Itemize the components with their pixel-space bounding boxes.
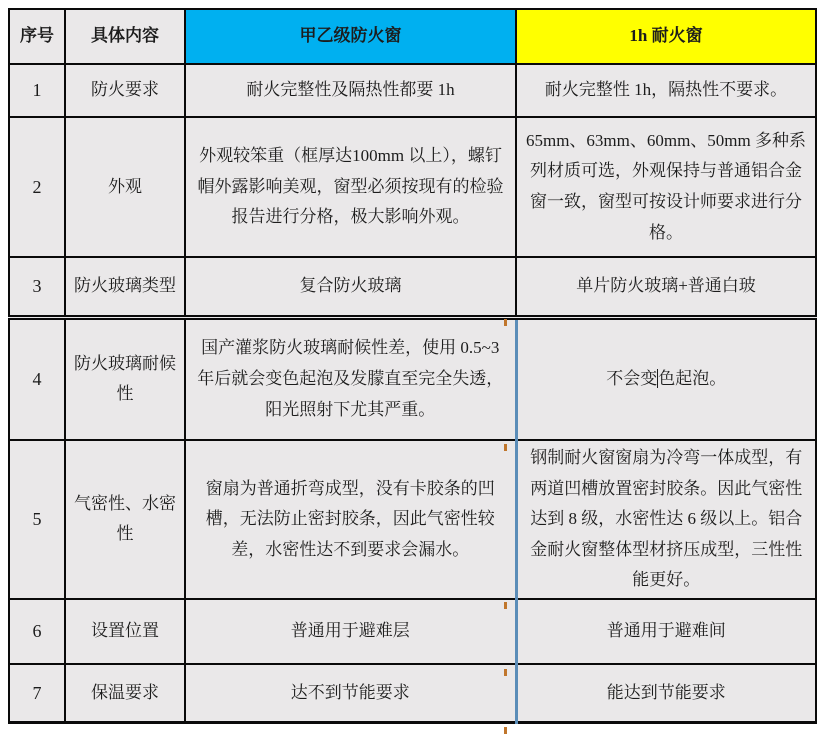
fire-1h-cell: 能达到节能要求 [516,664,816,723]
fire-1h-cell: 65mm、63mm、60mm、50mm 多种系列材质可选，外观保持与普通铝合金窗一致，窗型可按设计师要求进行分格。 [516,117,816,257]
item-cell: 气密性、水密性 [65,440,185,599]
border-intersection-dot [504,669,507,676]
class-ab-cell: 窗扇为普通折弯成型，没有卡胶条的凹槽，无法防止密封胶条，因此气密性较差，水密性达不到要求会漏水。 [185,440,516,599]
fire-1h-cell: 单片防火玻璃+普通白玻 [516,257,816,317]
table-row [9,599,816,664]
table-row [9,317,816,440]
class-ab-cell: 外观较笨重（框厚达100mm 以上），螺钉帽外露影响美观，窗型必须按现有的检验报告进行分格，极大影响外观。 [185,117,516,257]
class-ab-cell: 耐火完整性及隔热性都要 1h [185,64,516,117]
border-intersection-dot [504,602,507,609]
fire-1h-cell: 普通用于避难间 [516,599,816,664]
fire-window-comparison-table [8,8,817,724]
class-ab-cell: 达不到节能要求 [185,664,516,723]
item-cell: 外观 [65,117,185,257]
row-number-cell: 3 [9,257,65,317]
fire-1h-cell: 耐火完整性 1h，隔热性不要求。 [516,64,816,117]
row-number-cell: 6 [9,599,65,664]
header-row [9,9,816,64]
border-intersection-dot [504,727,507,734]
fire-1h-cell: 钢制耐火窗窗扇为冷弯一体成型，有两道凹槽放置密封胶条。因此气密性达到 8 级，水密性达 6 级以上。铝合金耐火窗整体型材挤压成型，三性性能更好。 [516,440,816,599]
border-intersection-dot [504,444,507,451]
row-number-cell: 7 [9,664,65,723]
row-number-cell: 5 [9,440,65,599]
table-row [9,257,816,317]
item-cell: 防火玻璃类型 [65,257,185,317]
row-number-cell: 4 [9,317,65,440]
header-item: 具体内容 [65,9,185,64]
item-cell: 防火要求 [65,64,185,117]
fire-1h-cell [516,317,816,440]
item-cell: 设置位置 [65,599,185,664]
class-ab-cell: 普通用于避难层 [185,599,516,664]
table-row [9,664,816,723]
table-row [9,117,816,257]
item-cell: 防火玻璃耐候性 [65,317,185,440]
row-number-cell: 1 [9,64,65,117]
border-intersection-dot [504,319,507,326]
table-row [9,440,816,599]
header-number: 序号 [9,9,65,64]
text-after-cursor: 色起泡。 [658,368,727,388]
class-ab-cell: 国产灌浆防火玻璃耐候性差，使用 0.5~3 年后就会变色起泡及发朦直至完全失透，阳光照射下尤其严重。 [185,317,516,440]
text-before-cursor: 不会变 [606,368,658,388]
header-1h-window: 1h 耐火窗 [516,9,816,64]
class-ab-cell: 复合防火玻璃 [185,257,516,317]
item-cell: 保温要求 [65,664,185,723]
header-class-ab-window: 甲乙级防火窗 [185,9,516,64]
row-number-cell: 2 [9,117,65,257]
table-row [9,64,816,117]
